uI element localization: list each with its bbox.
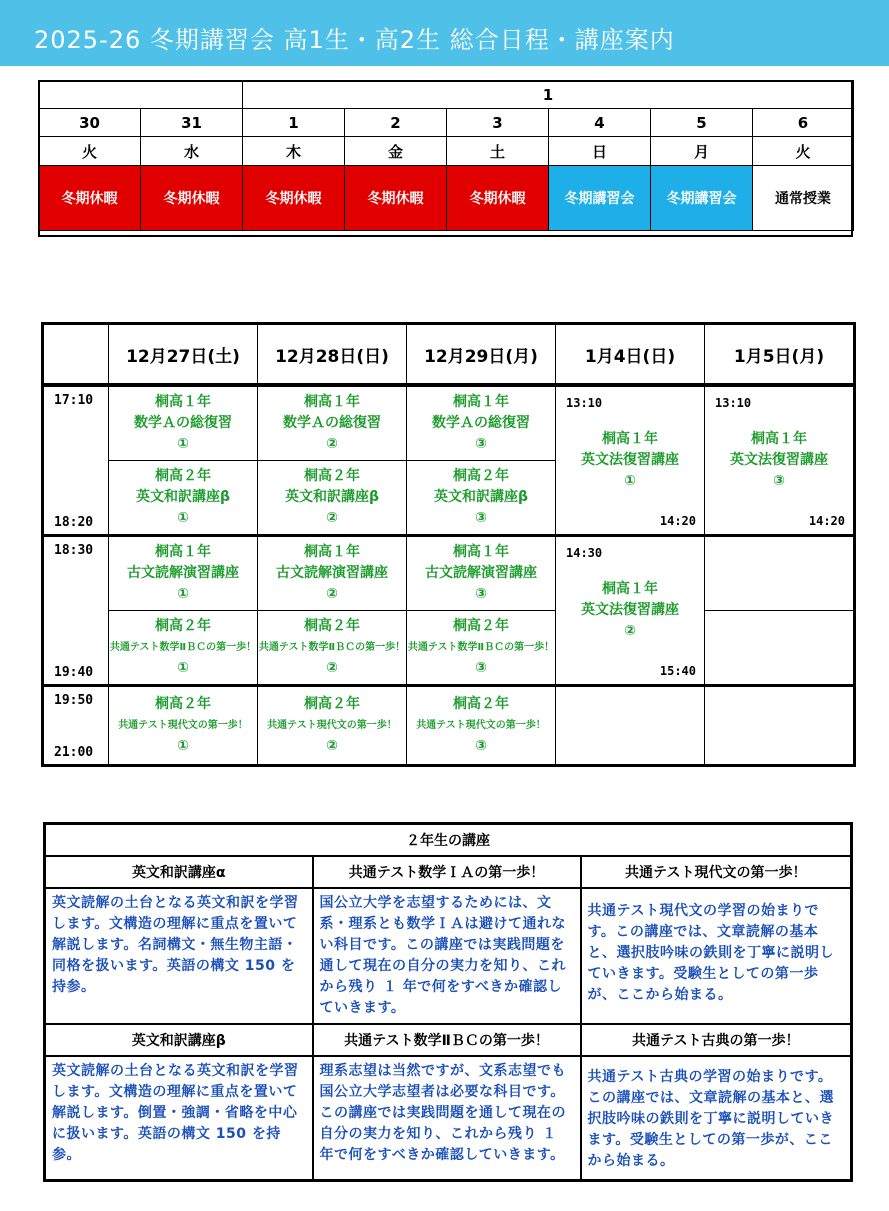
- lesson-grade: 桐高２年: [155, 695, 211, 712]
- lesson-number: ③: [475, 435, 487, 452]
- lesson-grade: 桐高１年: [602, 580, 658, 597]
- lesson-grade: 桐高１年: [751, 430, 807, 447]
- schedule-table: [41, 322, 856, 767]
- lesson-grade: 桐高１年: [155, 393, 211, 410]
- course-description: 国公立大学を志望するためには、文系・理系とも数学ＩＡは避けて通れない科目です。この講座では実践問題を通して現在の自分の実力を知り、これから残り １ 年で何をすべきか確認していきます。: [313, 888, 581, 1024]
- empty-cell: [705, 685, 855, 765]
- course-description: 共通テスト現代文の学習の始まりです。この講座では、文章読解の基本と、選択肢吟味の鉄則を丁寧に説明していきます。受験生としての第一歩が、ここから始まる。: [581, 888, 852, 1024]
- time-slot-2: [43, 535, 109, 685]
- lesson-start-time: 13:10: [566, 396, 603, 410]
- weekday-cell: 水: [141, 137, 243, 166]
- lesson-number: ③: [475, 737, 487, 754]
- course-heading: 英文和訳講座α: [45, 856, 313, 888]
- schedule-corner: [43, 324, 109, 386]
- event-row: [39, 166, 854, 231]
- lesson-title: 共通テスト現代文の第一歩！: [118, 719, 248, 731]
- slot-start-time: 18:30: [54, 542, 94, 558]
- course-description: 英文読解の土台となる英文和訳を学習します。文構造の理解に重点を置いて解説します。名詞構文・無生物主語・同格を扱います。英語の構文 150 を持参。: [45, 888, 313, 1024]
- weekday-cell: 火: [753, 137, 854, 166]
- day-header: 1月4日(日): [556, 324, 705, 386]
- lesson-title: 古文読解演習講座: [127, 564, 239, 581]
- lesson-number: ①: [177, 435, 189, 452]
- lesson-number: ①: [177, 585, 189, 602]
- lesson-number: ③: [773, 472, 785, 489]
- lesson-cell: [407, 460, 556, 535]
- weekday-cell: 木: [243, 137, 345, 166]
- lesson-title: 英文法復習講座: [730, 451, 828, 468]
- event-cell: 冬期休暇: [39, 166, 141, 231]
- lesson-cell-jan4-a: [556, 385, 705, 535]
- lesson-grade: 桐高２年: [304, 617, 360, 634]
- weekday-cell: 金: [345, 137, 447, 166]
- lesson-cell-jan5-a: [705, 385, 855, 535]
- lesson-start-time: 13:10: [715, 396, 752, 410]
- lesson-number: ①: [624, 472, 636, 489]
- lesson-grade: 桐高１年: [155, 543, 211, 560]
- lesson-title: 英文和訳講座β: [284, 488, 380, 505]
- date-cell: 6: [753, 109, 854, 137]
- lesson-grade: 桐高１年: [453, 393, 509, 410]
- lesson-number: ②: [326, 435, 338, 452]
- event-cell: 冬期講習会: [549, 166, 651, 231]
- weekday-cell: 月: [651, 137, 753, 166]
- lesson-grade: 桐高２年: [155, 467, 211, 484]
- course-heading: 共通テスト数学ⅡＢＣの第一歩！: [313, 1024, 581, 1056]
- page-title: 2025-26 冬期講習会 高1生・高2生 総合日程・講座案内: [34, 26, 675, 54]
- lesson-cell: [258, 685, 407, 765]
- date-cell: 5: [651, 109, 753, 137]
- empty-cell: [705, 535, 855, 610]
- lesson-number: ①: [177, 509, 189, 526]
- lesson-title: 数学Ａの総復習: [283, 414, 381, 431]
- lesson-end-time: 15:40: [659, 663, 696, 678]
- title-banner: [0, 0, 889, 66]
- slot-start-time: 19:50: [54, 692, 94, 708]
- lesson-number: ②: [326, 659, 338, 676]
- lesson-title: 英文和訳講座β: [135, 488, 231, 505]
- date-row: [39, 109, 854, 137]
- month-label: 1: [243, 81, 854, 109]
- month-label-empty: [39, 81, 243, 109]
- date-cell: 1: [243, 109, 345, 137]
- lesson-cell: [407, 685, 556, 765]
- lesson-number: ①: [177, 659, 189, 676]
- course-heading: 共通テスト現代文の第一歩！: [581, 856, 852, 888]
- lesson-title: 英文和訳講座β: [433, 488, 529, 505]
- course-heading: 共通テスト古典の第一歩！: [581, 1024, 852, 1056]
- time-slot-3: [43, 685, 109, 765]
- lesson-number: ②: [326, 585, 338, 602]
- course-description: 共通テスト古典の学習の始まりです。この講座では、文章読解の基本と、選択肢吟味の鉄則を丁寧に説明していきます。受験生としての第一歩が、ここから始まる。: [581, 1056, 852, 1180]
- event-cell: 通常授業: [753, 166, 854, 231]
- lesson-cell: [258, 460, 407, 535]
- schedule-header-row: [43, 324, 855, 386]
- lesson-title: 数学Ａの総復習: [432, 414, 530, 431]
- empty-cell: [556, 685, 705, 765]
- lesson-title: 古文読解演習講座: [276, 564, 388, 581]
- lesson-grade: 桐高２年: [453, 617, 509, 634]
- lesson-title: 共通テスト数学ⅡＢＣの第一歩！: [109, 641, 257, 653]
- lesson-grade: 桐高１年: [304, 543, 360, 560]
- weekday-cell: 火: [39, 137, 141, 166]
- slot-end-time: 18:20: [54, 514, 94, 530]
- day-header: 12月29日(月): [407, 324, 556, 386]
- weekday-cell: 日: [549, 137, 651, 166]
- lesson-grade: 桐高１年: [304, 393, 360, 410]
- weekday-cell: 土: [447, 137, 549, 166]
- lesson-number: ②: [624, 622, 636, 639]
- lesson-title: 共通テスト数学ⅡＢＣの第一歩！: [407, 641, 555, 653]
- date-cell: 3: [447, 109, 549, 137]
- event-cell: 冬期休暇: [243, 166, 345, 231]
- lesson-number: ③: [475, 509, 487, 526]
- lesson-grade: 桐高１年: [602, 430, 658, 447]
- course-description: 理系志望は当然ですが、文系志望でも国公立大学志望者は必要な科目です。この講座では実践問題を通して現在の自分の実力を知り、これから残り １ 年で何をすべきか確認していきます。: [313, 1056, 581, 1180]
- lesson-cell: [109, 535, 258, 610]
- date-cell: 31: [141, 109, 243, 137]
- course-heading: 共通テスト数学ＩＡの第一歩！: [313, 856, 581, 888]
- lesson-grade: 桐高２年: [453, 467, 509, 484]
- event-cell: 冬期休暇: [345, 166, 447, 231]
- time-slot-1: [43, 385, 109, 535]
- lesson-cell: [407, 610, 556, 685]
- lesson-cell: [109, 610, 258, 685]
- lesson-title: 共通テスト現代文の第一歩！: [267, 719, 397, 731]
- lesson-number: ②: [326, 737, 338, 754]
- lesson-grade: 桐高２年: [155, 617, 211, 634]
- lesson-title: 英文法復習講座: [581, 601, 679, 618]
- weekday-row: [39, 137, 854, 166]
- event-cell: 冬期休暇: [447, 166, 549, 231]
- date-cell: 2: [345, 109, 447, 137]
- date-cell: 30: [39, 109, 141, 137]
- slot-end-time: 21:00: [54, 744, 94, 760]
- lesson-title: 古文読解演習講座: [425, 564, 537, 581]
- lesson-title: 共通テスト数学ⅡＢＣの第一歩！: [258, 641, 406, 653]
- lesson-title: 数学Ａの総復習: [134, 414, 232, 431]
- lesson-number: ③: [475, 659, 487, 676]
- day-header: 12月27日(土): [109, 324, 258, 386]
- lesson-grade: 桐高２年: [453, 695, 509, 712]
- calendar-table: [38, 80, 854, 231]
- date-cell: 4: [549, 109, 651, 137]
- lesson-cell: [109, 460, 258, 535]
- lesson-number: ①: [177, 737, 189, 754]
- lesson-title: 英文法復習講座: [581, 451, 679, 468]
- lesson-grade: 桐高２年: [304, 695, 360, 712]
- slot-start-time: 17:10: [54, 393, 94, 408]
- lesson-cell-jan4-b: [556, 535, 705, 685]
- lesson-cell: [109, 385, 258, 460]
- day-header: 12月28日(日): [258, 324, 407, 386]
- lesson-number: ③: [475, 585, 487, 602]
- lesson-end-time: 14:20: [808, 513, 845, 528]
- lesson-cell: [258, 535, 407, 610]
- lesson-cell: [407, 385, 556, 460]
- courses-table: [43, 822, 853, 1182]
- lesson-number: ②: [326, 509, 338, 526]
- lesson-cell: [109, 685, 258, 765]
- lesson-grade: 桐高１年: [453, 543, 509, 560]
- lesson-end-time: 14:20: [659, 513, 696, 528]
- lesson-grade: 桐高２年: [304, 467, 360, 484]
- slot-end-time: 19:40: [54, 664, 94, 680]
- event-cell: 冬期休暇: [141, 166, 243, 231]
- lesson-title: 共通テスト現代文の第一歩！: [416, 719, 546, 731]
- empty-cell: [705, 610, 855, 685]
- courses-title: ２年生の講座: [45, 824, 852, 857]
- course-description: 英文読解の土台となる英文和訳を学習します。文構造の理解に重点を置いて解説します。倒置・強調・省略を中心に扱います。英語の構文 150 を持参。: [45, 1056, 313, 1180]
- lesson-start-time: 14:30: [566, 545, 603, 560]
- event-cell: 冬期講習会: [651, 166, 753, 231]
- lesson-cell: [407, 535, 556, 610]
- lesson-cell: [258, 385, 407, 460]
- day-header: 1月5日(月): [705, 324, 855, 386]
- lesson-cell: [258, 610, 407, 685]
- course-heading: 英文和訳講座β: [45, 1024, 313, 1056]
